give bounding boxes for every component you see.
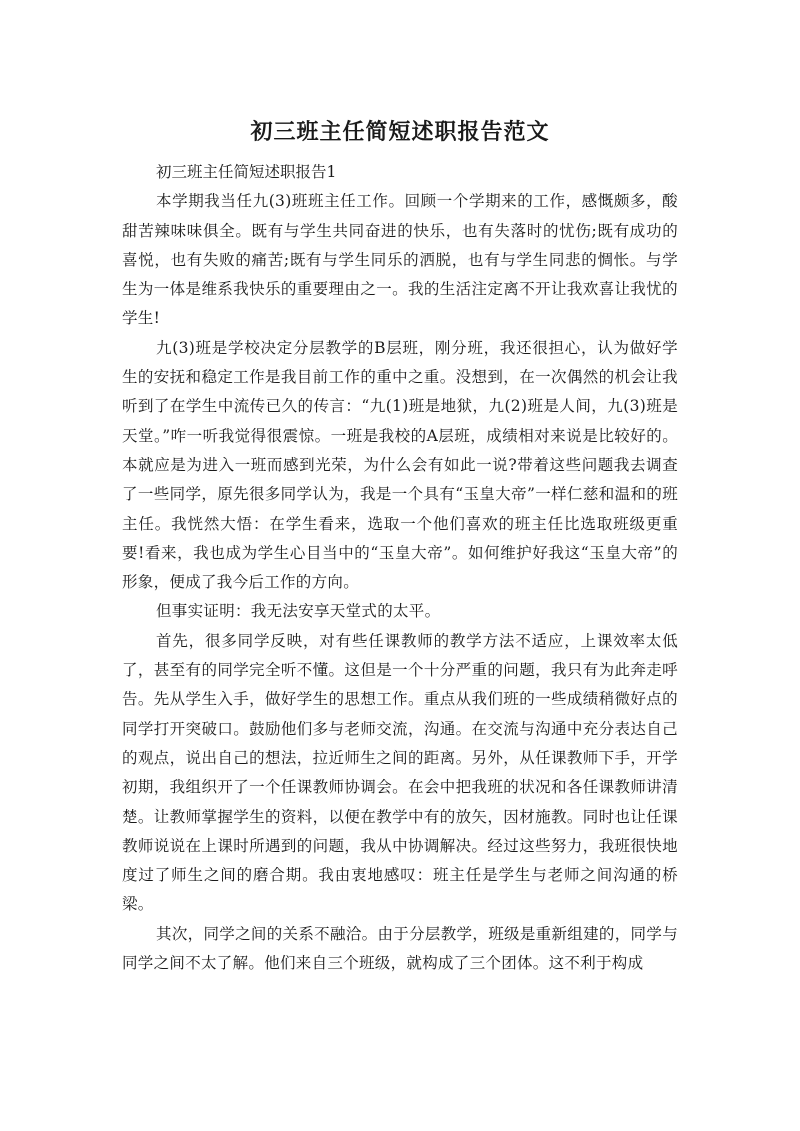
paragraph-4: 首先，很多同学反映，对有些任课教师的教学方法不适应，上课效率太低了，甚至有的同学完全听不懂。这但是一个十分严重的问题，我只有为此奔走呼告。先从学生入手，做好学生的思想工作。重点从我们班的一些成绩稍微好点的同学打开突破口。鼓励他们多与老师交流，沟通。在交流与沟通中充分表达自己的观点，说出自己的想法，拉近师生之间的距离。另外，从任课教师下手，开学初期，我组织开了一个任课教师协调会。在会中把我班的状况和各任课教师讲清楚。让教师掌握学生的资料，以便在教学中有的放矢，因材施教。同时也让任课教师说说在上课时所遇到的问题，我从中协调解决。经过这些努力，我班很快地度过了师生之间的磨合期。我由衷地感叹：班主任是学生与老师之间沟通的桥梁。 [122, 631, 678, 914]
document-title: 初三班主任简短述职报告范文 [250, 120, 550, 145]
report-subtitle: 初三班主任简短述职报告1 [156, 163, 337, 181]
paragraph-5: 其次，同学之间的关系不融洽。由于分层教学，班级是重新组建的，同学与同学之间不太了解。他们来自三个班级，就构成了三个团体。这不利于构成 [122, 924, 678, 973]
paragraph-2: 九(3)班是学校决定分层教学的B层班，刚分班，我还很担心，认为做好学生的安抚和稳定工作是我目前工作的重中之重。没想到，在一次偶然的机会让我听到了在学生中流传已久的传言：“九(1)班是地狱，九(2)班是人间，九(3)班是天堂。”咋一听我觉得很震惊。一班是我校的A层班，成绩相对来说是比较好的。本就应是为进入一班而感到光荣，为什么会有如此一说?带着这些问题我去调查了一些同学，原先很多同学认为，我是一个具有“玉皇大帝”一样仁慈和温和的班主任。我恍然大悟：在学生看来，选取一个他们喜欢的班主任比选取班级更重要!看来，我也成为学生心目当中的“玉皇大帝”。如何维护好我这“玉皇大帝”的形象，便成了我今后工作的方向。 [122, 338, 678, 592]
paragraph-1: 本学期我当任九(3)班班主任工作。回顾一个学期来的工作，感慨颇多，酸甜苦辣味味俱全。既有与学生共同奋进的快乐，也有失落时的忧伤;既有成功的喜悦，也有失败的痛苦;既有与学生同乐的洒脱，也有与学生同悲的惆怅。与学生为一体是维系我快乐的重要理由之一。我的生活注定离不开让我欢喜让我忧的学生! [122, 192, 678, 328]
document-page [122, 118, 678, 978]
paragraph-3: 但事实证明：我无法安享天堂式的太平。 [156, 602, 441, 621]
